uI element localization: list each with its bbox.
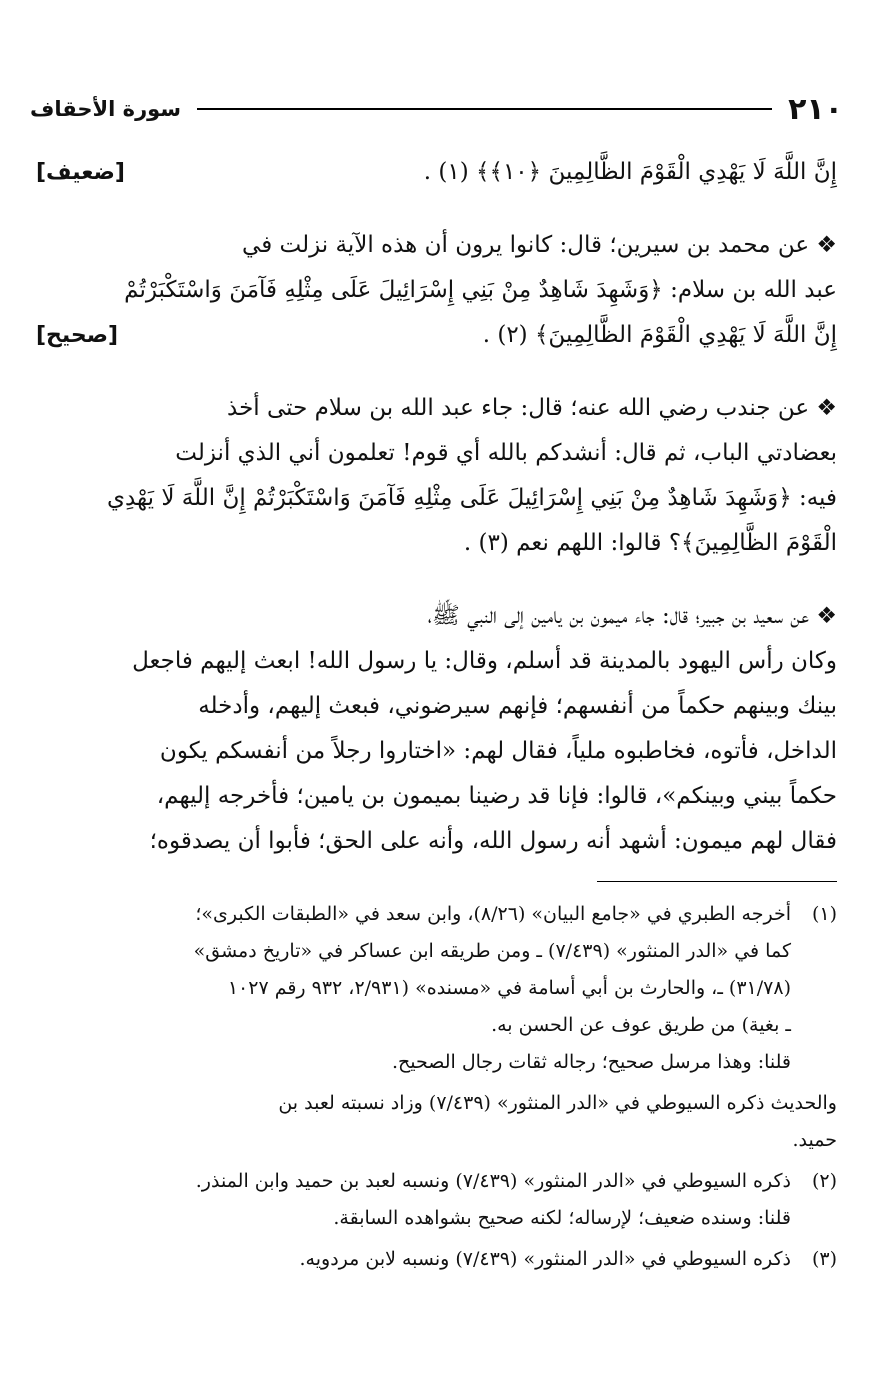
footnote-line: والحديث ذكره السيوطي في «الدر المنثور» (٧/٤٣٩) وزاد نسبته لعبد بن [278, 1092, 837, 1114]
footnote-number: (٢) [811, 1170, 837, 1192]
paragraph-3 [36, 386, 837, 566]
footnote-1 [36, 896, 837, 1081]
footnote-3 [36, 1241, 837, 1278]
text-line: إِنَّ اللَّهَ لَا يَهْدِي الْقَوْمَ الظَّالِمِينَ ﴿١٠﴾﴾ (١) . [423, 159, 837, 185]
footnote-line: ذكره السيوطي في «الدر المنثور» (٧/٤٣٩) ونسبه لابن مردويه. [299, 1248, 791, 1270]
text-line: بينك وبينهم حكماً من أنفسهم؛ فإنهم سيرضوني، فبعث إليهم، وأدخله [198, 693, 837, 719]
paragraph-1 [36, 150, 837, 195]
page-header [30, 84, 843, 134]
page-number: ٢١٠ [788, 91, 843, 127]
text-line: عبد الله بن سلام: ﴿وَشَهِدَ شَاهِدٌ مِنْ بَنِي إِسْرَائِيلَ عَلَى مِثْلِهِ فَآمَنَ وَاسْتَكْبَرْتُمْ [124, 277, 837, 303]
footnote-divider [597, 881, 837, 882]
footnote-number: (٣) [811, 1248, 837, 1270]
paragraph-2 [36, 223, 837, 358]
footnote-line: ـ بغية) من طريق عوف عن الحسن به. [491, 1014, 791, 1036]
text-line: إِنَّ اللَّهَ لَا يَهْدِي الْقَوْمَ الظَّالِمِينَ﴾ (٢) . [482, 322, 837, 348]
text-line: فيه: ﴿وَشَهِدَ شَاهِدٌ مِنْ بَنِي إِسْرَائِيلَ عَلَى مِثْلِهِ فَآمَنَ وَاسْتَكْبَرْتُمْ إِنَّ اللَّهَ لَا يَهْدِي [106, 485, 837, 511]
paragraph-4 [36, 594, 837, 864]
text-line: ❖ عن جندب رضي الله عنه؛ قال: جاء عبد الله بن سلام حتى أخذ [227, 395, 837, 421]
text-line: وكان رأس اليهود بالمدينة قد أسلم، وقال: يا رسول الله! ابعث إليهم فاجعل [132, 648, 837, 674]
main-text [36, 150, 837, 892]
text-line: الداخل، فأتوه، فخاطبوه ملياً، فقال لهم: «اختاروا رجلاً من أنفسكم يكون [159, 738, 837, 764]
text-line: ❖ عن سعيد بن جبير؛ قال: جاء ميمون بن يامين إلى النبي ﷺ، [427, 603, 837, 629]
footnote-number: (١) [811, 903, 837, 925]
grade-label: [ضعيف] [36, 160, 125, 185]
header-rule [197, 108, 772, 110]
footnote-line: (٣١/٧٨) ـ، والحارث بن أبي أسامة في «مسنده» (٢/٩٣١، ٩٣٢ رقم ١٠٢٧ [227, 977, 791, 999]
footnote-1-continued [36, 1085, 837, 1159]
text-line: فقال لهم ميمون: أشهد أنه رسول الله، وأنه على الحق؛ فأبوا أن يصدقوه؛ [149, 828, 837, 854]
footnote-line: كما في «الدر المنثور» (٧/٤٣٩) ـ ومن طريقه ابن عساكر في «تاريخ دمشق» [193, 940, 791, 962]
grade-label: [صحيح] [36, 323, 119, 348]
text-line: بعضادتي الباب، ثم قال: أنشدكم بالله أي قوم! تعلمون أني الذي أنزلت [175, 440, 837, 466]
footnote-line: حميد. [792, 1129, 837, 1151]
footnote-line: ذكره السيوطي في «الدر المنثور» (٧/٤٣٩) ونسبه لعبد بن حميد وابن المنذر. [195, 1170, 791, 1192]
footnote-line: أخرجه الطبري في «جامع البيان» (٨/٢٦)، وابن سعد في «الطبقات الكبرى»؛ [195, 903, 791, 925]
footnote-line: قلنا: وسنده ضعيف؛ لإرساله؛ لكنه صحيح بشواهده السابقة. [333, 1207, 791, 1229]
footnote-2 [36, 1163, 837, 1237]
footnotes [36, 896, 837, 1282]
text-line: حكماً بيني وبينكم»، قالوا: فإنا قد رضينا بميمون بن يامين؛ فأخرجه إليهم، [156, 783, 837, 809]
text-line: الْقَوْمَ الظَّالِمِينَ﴾؟ قالوا: اللهم نعم (٣) . [463, 530, 837, 556]
footnote-line: قلنا: وهذا مرسل صحيح؛ رجاله ثقات رجال الصحيح. [391, 1051, 791, 1073]
surah-title: سورة الأحقاف [30, 97, 181, 121]
text-line: ❖ عن محمد بن سيرين؛ قال: كانوا يرون أن هذه الآية نزلت في [242, 232, 837, 258]
